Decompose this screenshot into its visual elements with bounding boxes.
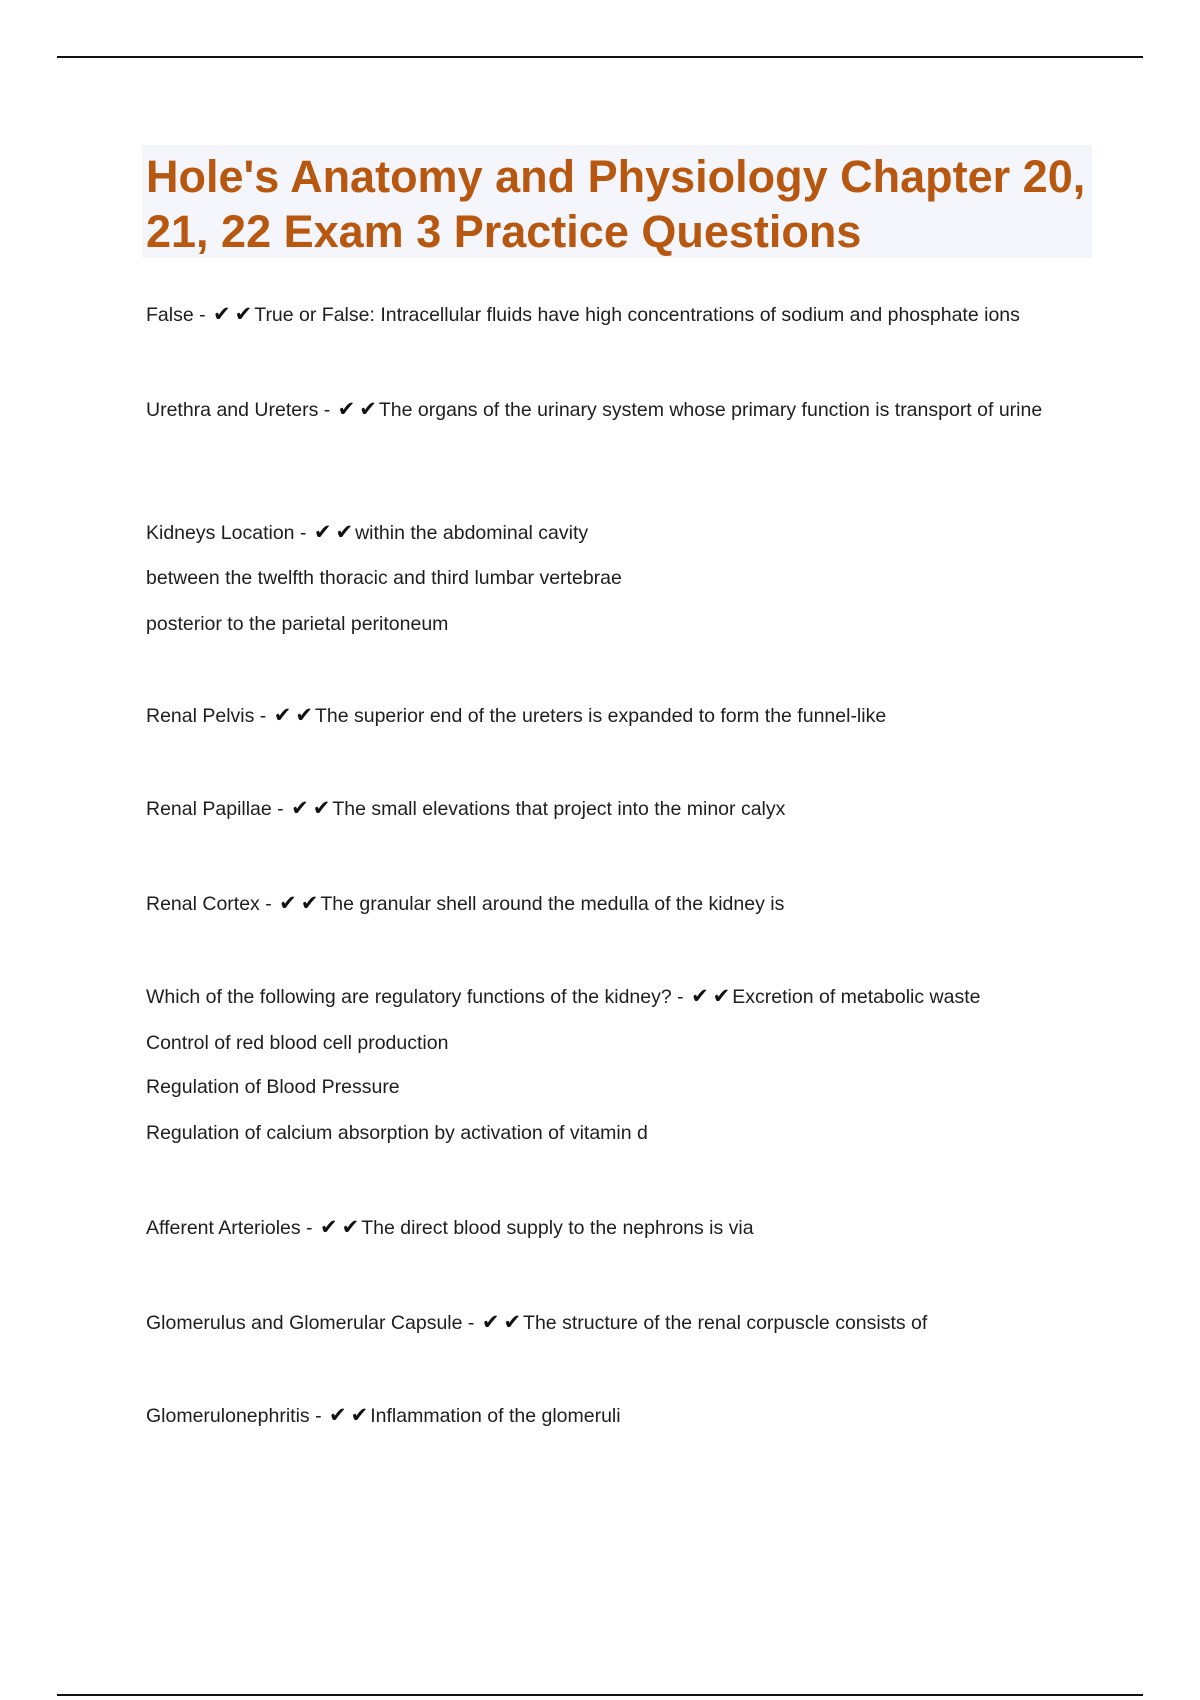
separator: - bbox=[309, 1405, 327, 1427]
check-icon: ✔ bbox=[503, 1310, 522, 1334]
question-text: within the abdominal cavity bbox=[355, 522, 589, 544]
check-icon: ✔ bbox=[279, 891, 297, 915]
answer-text: False bbox=[146, 304, 194, 326]
check-icon: ✔ bbox=[213, 302, 231, 326]
separator: - bbox=[259, 893, 278, 915]
title-block bbox=[142, 145, 1092, 258]
qa-line bbox=[146, 794, 1096, 823]
check-icon: ✔ bbox=[335, 520, 354, 544]
question-text: Inflammation of the glomeruli bbox=[370, 1405, 621, 1427]
separator: - bbox=[254, 705, 272, 727]
check-icon: ✔ bbox=[273, 703, 292, 727]
check-icon: ✔ bbox=[712, 984, 731, 1008]
answer-text: Which of the following are regulatory functions of the kidney? bbox=[146, 986, 672, 1008]
qa-item bbox=[146, 518, 1096, 638]
qa-item bbox=[146, 701, 1096, 730]
answer-text: Renal Cortex bbox=[146, 893, 260, 915]
answer-text: Kidneys Location bbox=[146, 522, 295, 544]
check-icon: ✔ bbox=[350, 1403, 369, 1427]
qa-item bbox=[146, 300, 1096, 329]
check-icon: ✔ bbox=[337, 397, 356, 421]
qa-line bbox=[146, 518, 1096, 547]
check-icon: ✔ bbox=[481, 1310, 500, 1334]
question-text: The granular shell around the medulla of the kidney is bbox=[320, 893, 785, 915]
bottom-rule bbox=[57, 1694, 1143, 1696]
question-text: The direct blood supply to the nephrons is via bbox=[361, 1217, 754, 1239]
separator: - bbox=[294, 522, 312, 544]
answer-extra-line: Control of red blood cell production bbox=[146, 1032, 449, 1054]
separator: - bbox=[318, 399, 336, 421]
qa-line bbox=[146, 982, 1096, 1011]
question-text: The superior end of the ureters is expanded to form the funnel-like bbox=[314, 705, 887, 727]
answer-text: Renal Papillae bbox=[146, 798, 272, 820]
check-icon: ✔ bbox=[313, 520, 332, 544]
separator: - bbox=[462, 1312, 480, 1334]
qa-line bbox=[146, 1308, 1096, 1337]
qa-line bbox=[146, 701, 1096, 730]
separator: - bbox=[300, 1217, 318, 1239]
check-icon: ✔ bbox=[300, 891, 319, 915]
qa-item bbox=[146, 1401, 1096, 1430]
qa-item bbox=[146, 1308, 1096, 1337]
separator: - bbox=[193, 304, 212, 326]
check-icon: ✔ bbox=[359, 397, 377, 421]
qa-line bbox=[146, 1401, 1096, 1430]
qa-item bbox=[146, 1213, 1096, 1242]
question-text: Excretion of metabolic waste bbox=[732, 986, 981, 1008]
question-text: The structure of the renal corpuscle consists of bbox=[523, 1312, 928, 1334]
qa-line bbox=[146, 395, 1096, 424]
answer-text: Glomerulonephritis bbox=[146, 1405, 310, 1427]
question-text: The organs of the urinary system whose primary function is transport of urine bbox=[378, 399, 1043, 421]
question-text: The small elevations that project into the minor calyx bbox=[332, 798, 786, 820]
answer-text: Glomerulus and Glomerular Capsule bbox=[146, 1312, 463, 1334]
qa-line bbox=[146, 889, 1096, 918]
qa-item bbox=[146, 982, 1096, 1147]
answer-text: Renal Pelvis bbox=[146, 705, 255, 727]
qa-item bbox=[146, 889, 1096, 918]
separator: - bbox=[671, 986, 690, 1008]
answer-extra-line: posterior to the parietal peritoneum bbox=[146, 613, 449, 635]
check-icon: ✔ bbox=[234, 302, 253, 326]
check-icon: ✔ bbox=[329, 1403, 347, 1427]
qa-line bbox=[146, 1213, 1096, 1242]
answer-extra-line: between the twelfth thoracic and third lumbar vertebrae bbox=[146, 567, 622, 589]
qa-item bbox=[146, 794, 1096, 823]
check-icon: ✔ bbox=[295, 703, 313, 727]
separator: - bbox=[271, 798, 290, 820]
answer-extra-line: Regulation of Blood Pressure bbox=[146, 1076, 400, 1098]
document-title: Hole's Anatomy and Physiology Chapter 20, 21, 22 Exam 3 Practice Questions bbox=[146, 151, 1086, 257]
answer-text: Afferent Arterioles bbox=[146, 1217, 301, 1239]
check-icon: ✔ bbox=[291, 796, 309, 820]
answer-text: Urethra and Ureters bbox=[146, 399, 319, 421]
top-rule bbox=[57, 56, 1143, 58]
check-icon: ✔ bbox=[319, 1215, 338, 1239]
question-text: True or False: Intracellular fluids have high concentrations of sodium and phosphate ions bbox=[254, 304, 1020, 326]
check-icon: ✔ bbox=[691, 984, 709, 1008]
check-icon: ✔ bbox=[312, 796, 331, 820]
check-icon: ✔ bbox=[341, 1215, 360, 1239]
answer-extra-line: Regulation of calcium absorption by activation of vitamin d bbox=[146, 1122, 648, 1144]
qa-item bbox=[146, 395, 1096, 424]
qa-line bbox=[146, 300, 1096, 329]
